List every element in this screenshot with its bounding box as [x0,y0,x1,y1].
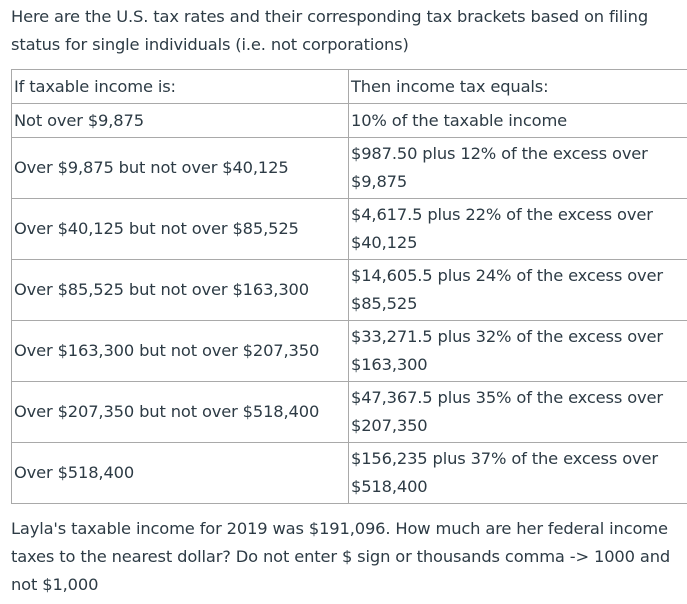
bracket-tax-line1: $47,367.5 plus 35% of the excess over [351,388,663,407]
bracket-income-cell: Over $9,875 but not over $40,125 [12,138,349,199]
table-row [12,443,687,504]
bracket-income-cell: Over $85,525 but not over $163,300 [12,260,349,321]
bracket-income-cell: Over $518,400 [12,443,349,504]
table-row [12,199,687,260]
bracket-income-cell: Over $40,125 but not over $85,525 [12,199,349,260]
bracket-income-cell: Over $163,300 but not over $207,350 [12,321,349,382]
tax-bracket-table [11,69,687,504]
bracket-tax-line2: $207,350 [351,416,428,435]
table-row [12,138,687,199]
bracket-tax-line1: 10% of the taxable income [351,110,568,130]
question-text: Layla's taxable income for 2019 was $191,096. How much are her federal income taxes to the nearest dollar? Do not enter $ sign or thousands comma -> 1000 and not $1,000 [11,519,671,594]
bracket-tax-line2: $85,525 [351,294,418,313]
bracket-tax-line2: $518,400 [351,477,428,496]
bracket-tax-line2: $9,875 [351,172,408,191]
bracket-tax-line1: $14,605.5 plus 24% of the excess over [351,266,663,285]
bracket-tax-line1: $156,235 plus 37% of the excess over [351,449,658,468]
table-row [12,260,687,321]
table-row [12,321,687,382]
bracket-tax-cell [349,199,687,260]
table-header-row [12,70,687,104]
bracket-tax-cell [349,138,687,199]
bracket-income-cell: Over $207,350 but not over $518,400 [12,382,349,443]
bracket-tax-cell [349,104,687,138]
bracket-tax-line1: $4,617.5 plus 22% of the excess over [351,205,653,224]
bracket-income-cell: Not over $9,875 [12,104,349,138]
bracket-tax-line1: $987.50 plus 12% of the excess over [351,144,648,163]
header-cell-income: If taxable income is: [12,70,349,104]
bracket-tax-cell [349,321,687,382]
table-row [12,104,687,138]
bracket-tax-cell [349,260,687,321]
bracket-tax-line2: $163,300 [351,355,428,374]
bracket-tax-cell [349,382,687,443]
table-row [12,382,687,443]
bracket-tax-line1: $33,271.5 plus 32% of the excess over [351,327,663,346]
bracket-tax-line2: $40,125 [351,233,418,252]
intro-text: Here are the U.S. tax rates and their corresponding tax brackets based on filing status for single individuals (i.e. not corporations) [11,7,649,54]
header-cell-tax: Then income tax equals: [349,70,687,104]
bracket-tax-cell [349,443,687,504]
